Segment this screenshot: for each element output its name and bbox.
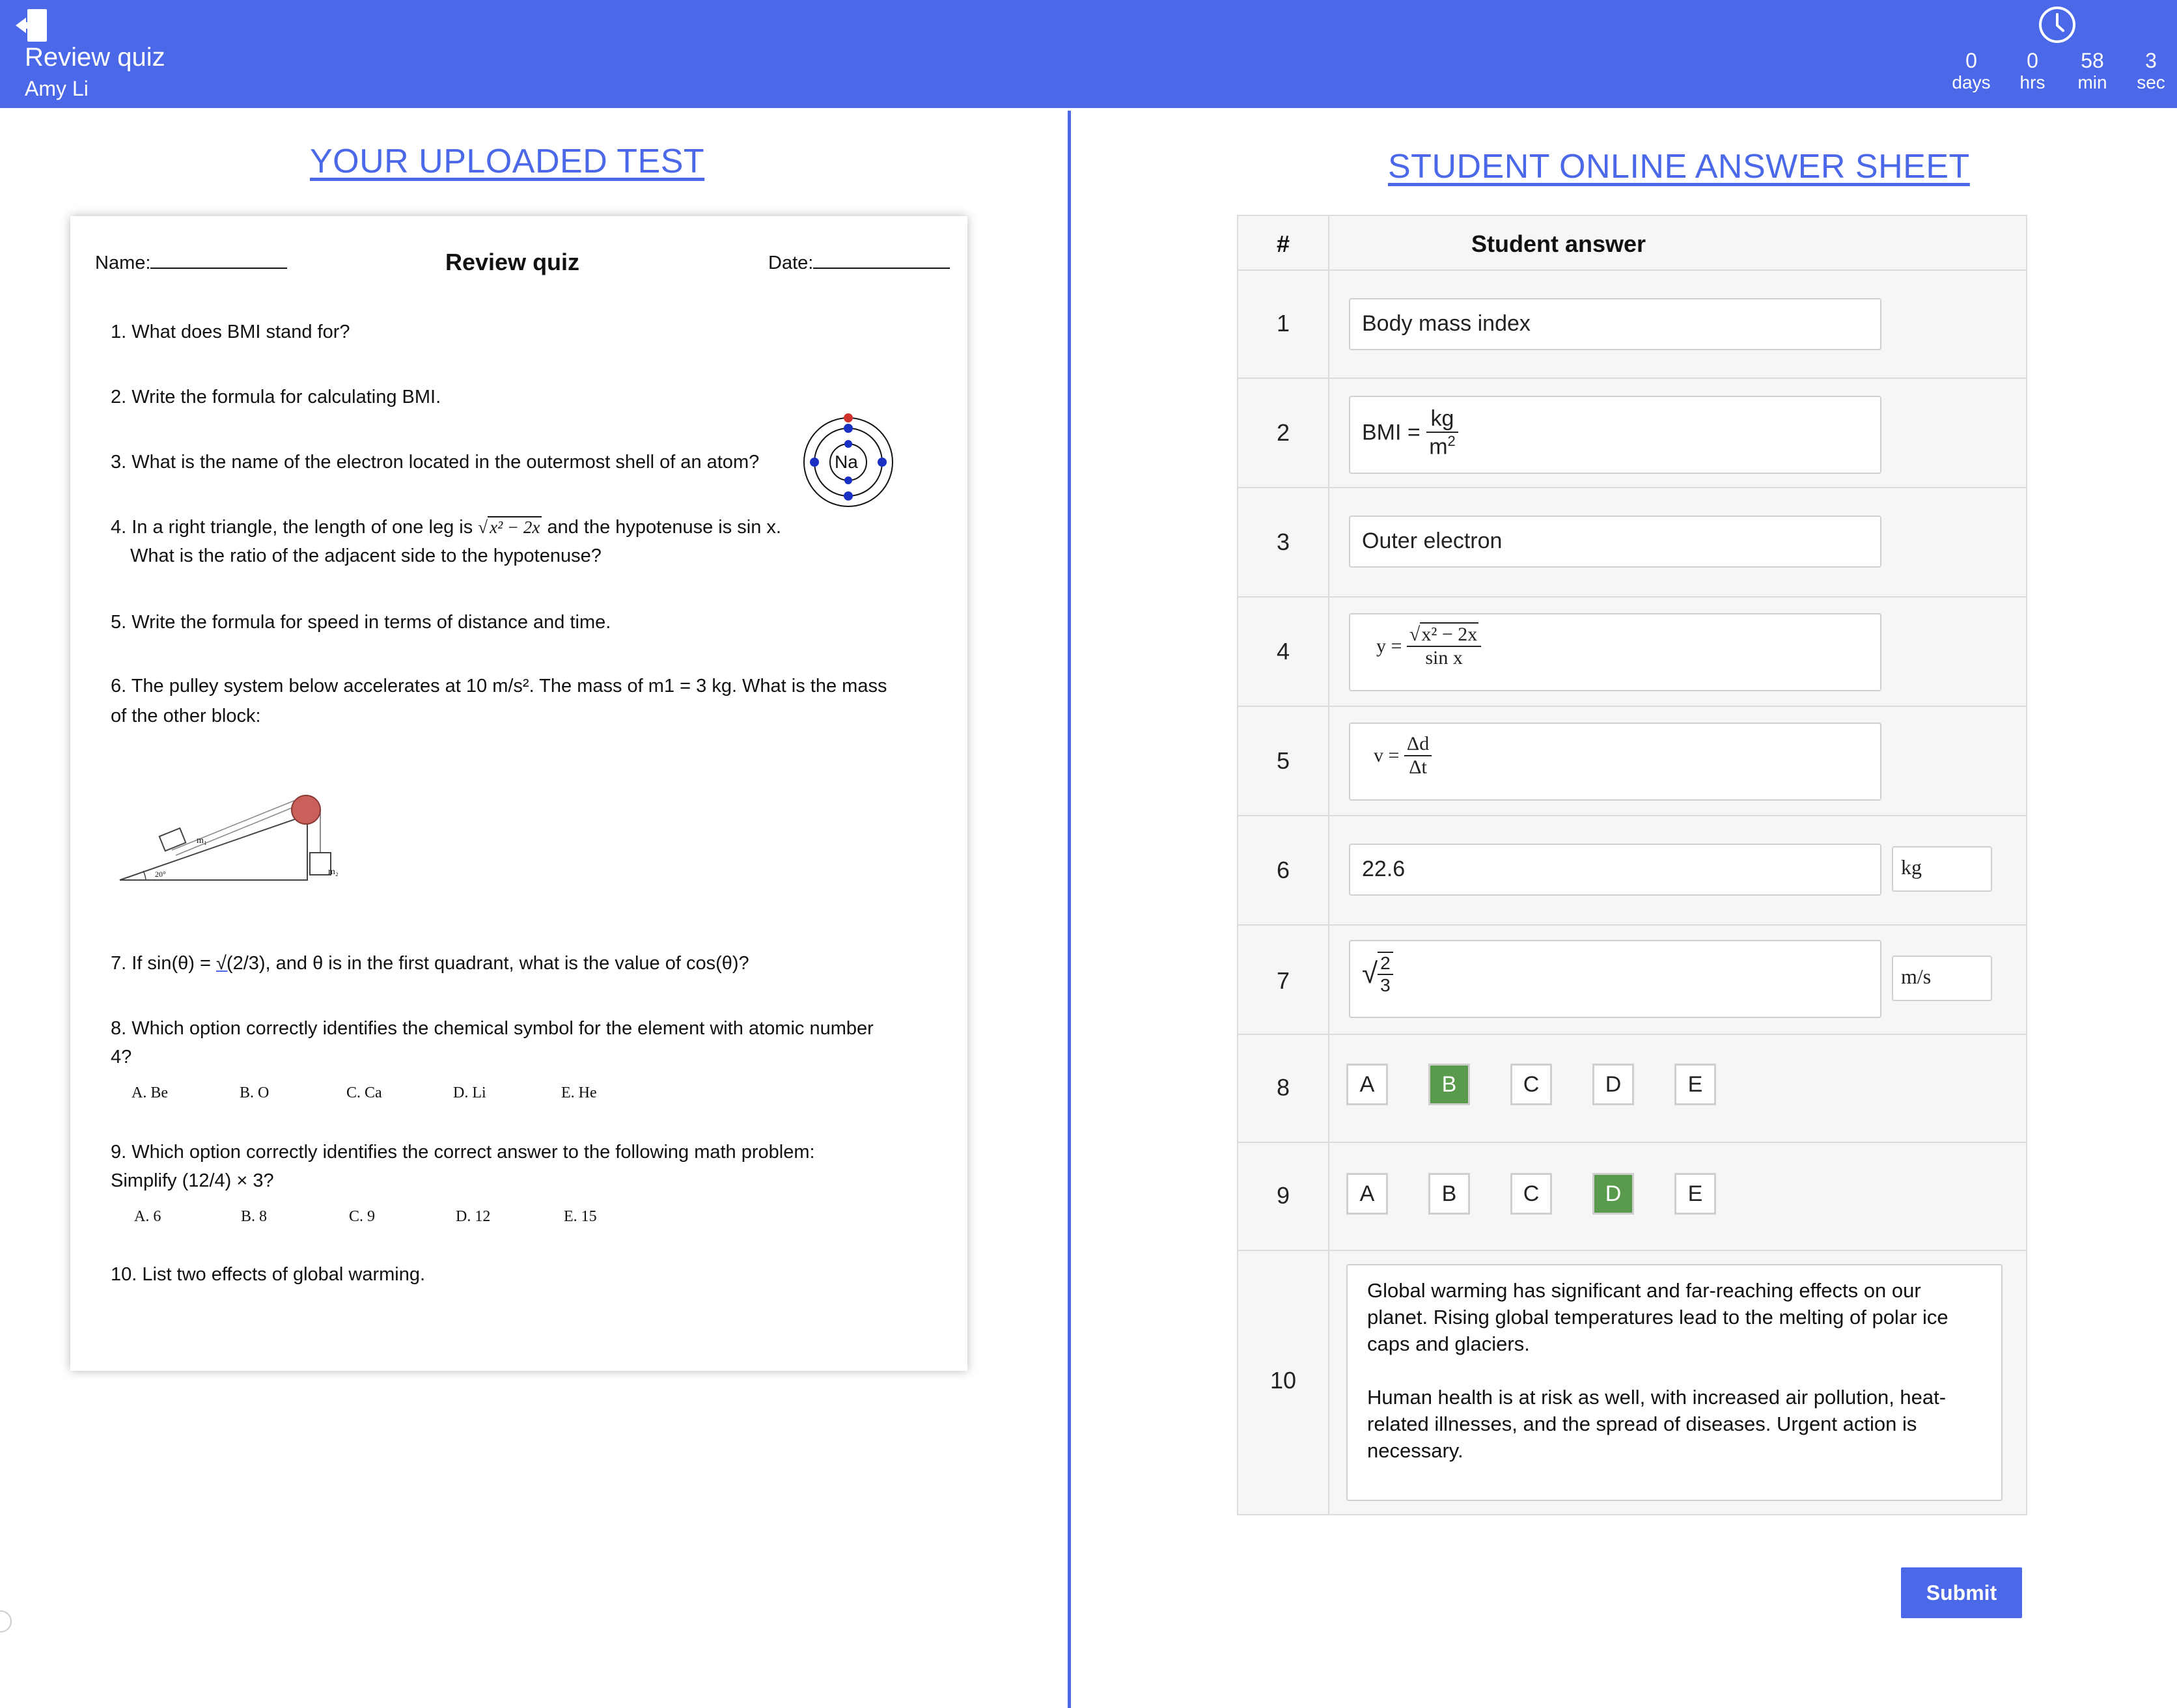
- student-name: Amy Li: [25, 77, 89, 100]
- q8-choice-d[interactable]: D: [1592, 1064, 1634, 1105]
- incline-angle-label: 20°: [155, 870, 166, 879]
- row-number-2: 2: [1276, 419, 1290, 446]
- q8-option-e: E. He: [561, 1084, 597, 1101]
- quiz-title: Review quiz: [25, 43, 165, 72]
- question-7: 7. If sin(θ) = √(2/3), and θ is in the first quadrant, what is the value of cos(θ)?: [111, 953, 749, 974]
- submit-button[interactable]: Submit: [1901, 1567, 2022, 1618]
- panel-divider[interactable]: [1068, 111, 1071, 1708]
- question-2: 2. Write the formula for calculating BMI.: [111, 387, 441, 407]
- timer-days: 0 days: [1952, 49, 1991, 92]
- name-field: Name:: [95, 253, 287, 274]
- question-4-line-2: What is the ratio of the adjacent side to the hypotenuse?: [130, 545, 602, 566]
- pulley-system-diagram: [117, 768, 352, 885]
- q9-choice-b[interactable]: B: [1428, 1173, 1470, 1215]
- row-number-6: 6: [1276, 857, 1290, 883]
- question-4-line-1: 4. In a right triangle, the length of one leg is √ x² − 2x and the hypotenuse is sin x.: [111, 517, 781, 538]
- question-1: 1. What does BMI stand for?: [111, 322, 350, 342]
- row-number-10: 10: [1269, 1367, 1297, 1394]
- row-number-1: 1: [1276, 310, 1290, 337]
- test-paper: [70, 216, 967, 1371]
- q8-choice-a[interactable]: A: [1346, 1064, 1388, 1105]
- row-number-9: 9: [1276, 1182, 1290, 1209]
- answer-7-unit[interactable]: m/s: [1892, 956, 1992, 1001]
- q8-choice-e[interactable]: E: [1674, 1064, 1716, 1105]
- question-10: 10. List two effects of global warming.: [111, 1264, 426, 1285]
- q9-choice-d[interactable]: D: [1592, 1173, 1634, 1215]
- row-number-8: 8: [1276, 1074, 1290, 1101]
- question-3: 3. What is the name of the electron located in the outermost shell of an atom?: [111, 452, 760, 473]
- answer-sheet-heading[interactable]: STUDENT ONLINE ANSWER SHEET: [1388, 148, 1970, 186]
- date-field: Date:: [768, 253, 950, 274]
- q9-option-d: D. 12: [456, 1208, 491, 1225]
- timer-seconds: 3 sec: [2137, 49, 2165, 92]
- uploaded-test-heading[interactable]: YOUR UPLOADED TEST: [310, 143, 705, 180]
- answer-10-textarea[interactable]: Global warming has significant and far-reaching effects on our planet. Rising global temperatures lead to the melting of polar ice caps and glaciers. Human health is at risk as well, with increased air pollution, heat-related illnesses, and the spread of diseases. Urgent action is necessary.: [1346, 1264, 2003, 1501]
- timer-minutes: 58 min: [2077, 49, 2107, 92]
- column-header-number: #: [1276, 230, 1290, 257]
- column-header-answer: Student answer: [1471, 230, 1646, 257]
- clock-icon: [2038, 5, 2077, 44]
- paper-title: Review quiz: [445, 249, 580, 275]
- timer-hours: 0 hrs: [2019, 49, 2045, 92]
- q8-option-c: C. Ca: [346, 1084, 382, 1101]
- q8-option-b: B. O: [240, 1084, 270, 1101]
- q8-option-a: A. Be: [132, 1084, 168, 1101]
- row-number-3: 3: [1276, 529, 1290, 555]
- q8-option-d: D. Li: [453, 1084, 486, 1101]
- answer-4-input[interactable]: y = $\frac{\text{√x² − 2x}}{\text{sin x}}$: [1349, 613, 1881, 691]
- question-6-line-1: 6. The pulley system below accelerates at 10 m/s². The mass of m1 = 3 kg. What is the mass: [111, 676, 887, 696]
- panel-toggle-handle[interactable]: [0, 1610, 12, 1632]
- answer-5-input[interactable]: v = $\frac{\Delta d}{\Delta t}$: [1349, 723, 1881, 801]
- question-8-line-2: 4?: [111, 1047, 132, 1068]
- question-5: 5. Write the formula for speed in terms of distance and time.: [111, 612, 611, 633]
- q9-option-b: B. 8: [241, 1208, 268, 1225]
- q8-choice-c[interactable]: C: [1510, 1064, 1552, 1105]
- answer-6-input[interactable]: 22.6: [1349, 844, 1881, 896]
- q9-choice-e[interactable]: E: [1674, 1173, 1716, 1215]
- q9-option-a: A. 6: [134, 1208, 161, 1225]
- row-number-5: 5: [1276, 747, 1290, 774]
- answer-1-input[interactable]: Body mass index: [1349, 298, 1881, 350]
- answer-6-unit[interactable]: kg: [1892, 846, 1992, 892]
- q9-choice-a[interactable]: A: [1346, 1173, 1388, 1215]
- top-bar: [0, 0, 2177, 108]
- q9-choice-c[interactable]: C: [1510, 1173, 1552, 1215]
- atom-label: Na: [835, 452, 858, 472]
- answer-grid: [1237, 215, 2027, 1515]
- question-9-line-2: Simplify (12/4) × 3?: [111, 1170, 274, 1191]
- exit-icon[interactable]: [13, 7, 51, 44]
- q9-option-c: C. 9: [349, 1208, 376, 1225]
- answer-7-input[interactable]: √ $\frac{2}{3}$: [1349, 940, 1881, 1018]
- question-9-line-1: 9. Which option correctly identifies the correct answer to the following math problem:: [111, 1142, 815, 1163]
- q8-choice-b[interactable]: B: [1428, 1064, 1470, 1105]
- row-number-4: 4: [1276, 638, 1290, 665]
- answer-3-input[interactable]: Outer electron: [1349, 516, 1881, 568]
- block-m1-label: m₁: [197, 836, 207, 846]
- answer-2-input[interactable]: BMI = $\frac{kg}{m^2}$: [1349, 396, 1881, 474]
- q9-option-e: E. 15: [564, 1208, 597, 1225]
- question-6-line-2: of the other block:: [111, 706, 261, 726]
- block-m2-label: m₂: [328, 867, 339, 877]
- question-8-line-1: 8. Which option correctly identifies the chemical symbol for the element with atomic number: [111, 1018, 874, 1039]
- row-number-7: 7: [1276, 967, 1290, 994]
